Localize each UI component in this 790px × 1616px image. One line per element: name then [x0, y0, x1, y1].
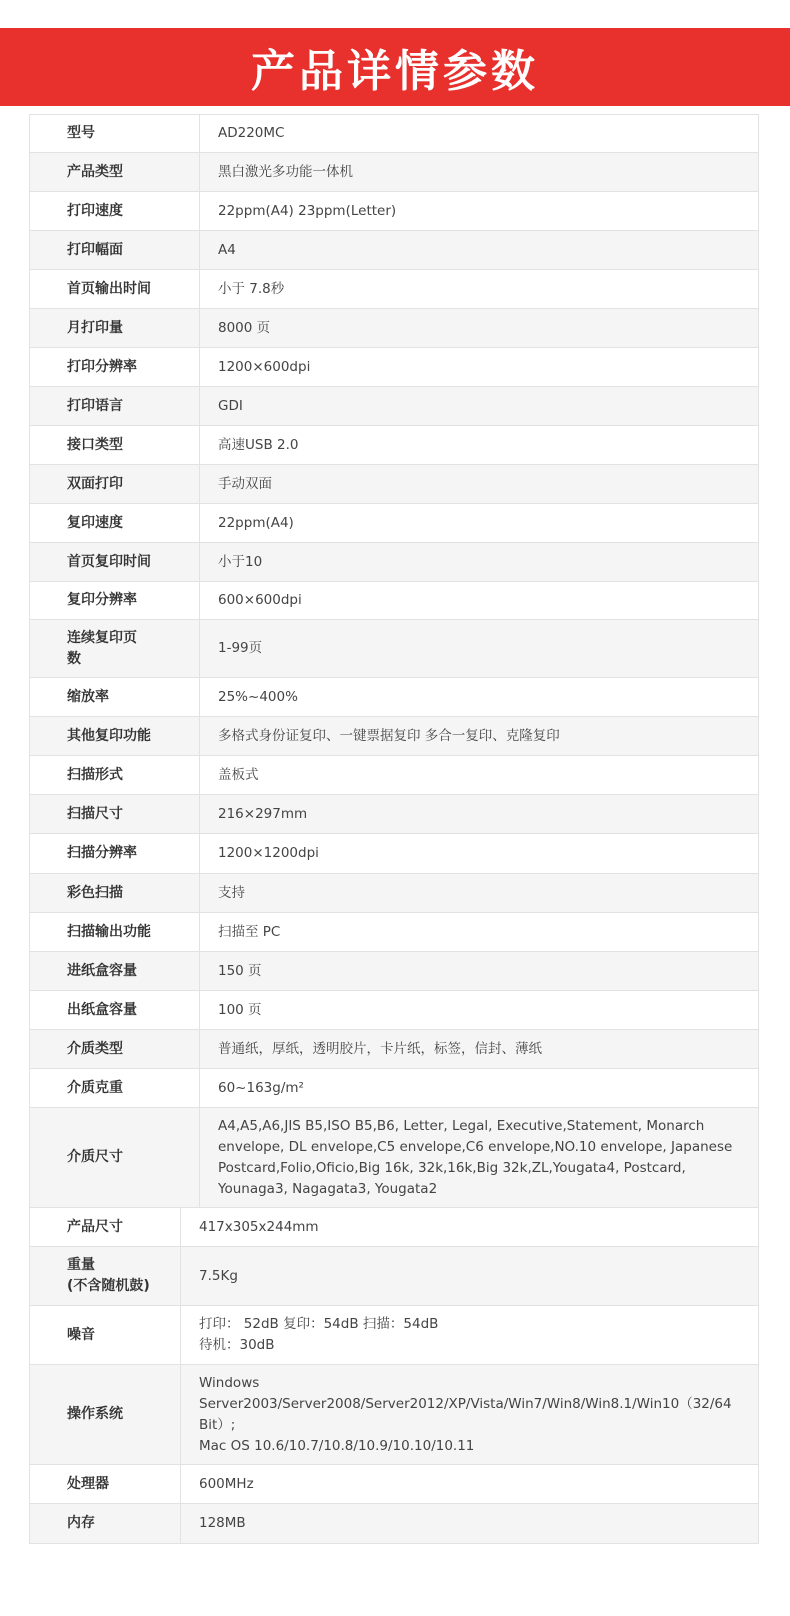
spec-label [30, 153, 200, 191]
spec-label-text: 打印分辨率 [67, 358, 137, 375]
spec-label-text: 介质尺寸 [67, 1149, 123, 1165]
spec-row [30, 1504, 758, 1543]
spec-label [30, 1030, 200, 1068]
spec-label-text: 产品类型 [67, 163, 123, 180]
spec-label-text: 打印幅面 [67, 241, 123, 258]
spec-row [30, 991, 758, 1030]
spec-row [30, 115, 758, 153]
spec-value [181, 1365, 758, 1464]
spec-value [200, 678, 758, 716]
spec-label [30, 582, 200, 619]
spec-label [30, 874, 200, 912]
spec-value-text: 7.5Kg [199, 1267, 238, 1284]
spec-label-text: 重量 (不含随机鼓) [67, 1257, 150, 1294]
spec-label-text: 彩色扫描 [67, 884, 123, 901]
spec-value-text: 22ppm(A4) 23ppm(Letter) [218, 202, 397, 219]
spec-label-text: 操作系统 [67, 1406, 123, 1422]
spec-label [30, 1108, 200, 1207]
spec-label [30, 678, 200, 716]
spec-row [30, 913, 758, 952]
spec-label [30, 1365, 181, 1464]
spec-label-text: 打印语言 [67, 397, 123, 414]
spec-value-text: 小于 7.8秒 [218, 280, 285, 297]
spec-value-text: 100 页 [218, 1001, 262, 1018]
spec-label-text: 出纸盒容量 [67, 1001, 137, 1018]
spec-row [30, 465, 758, 504]
spec-value [200, 309, 758, 347]
spec-value [200, 1030, 758, 1068]
spec-value-text: 支持 [218, 884, 245, 901]
spec-value [181, 1306, 758, 1364]
spec-label [30, 192, 200, 230]
spec-value [200, 465, 758, 503]
spec-label [30, 504, 200, 542]
spec-value-text: 普通纸，厚纸，透明胶片，卡片纸，标签，信封、薄纸 [218, 1040, 542, 1057]
spec-row [30, 1465, 758, 1504]
spec-value-text: 22ppm(A4) [218, 514, 294, 531]
spec-value [200, 231, 758, 269]
spec-value-text: 1200×600dpi [218, 358, 311, 375]
spec-label-text: 噪音 [67, 1326, 95, 1343]
spec-label-text: 型号 [67, 125, 95, 141]
spec-label [30, 115, 200, 152]
spec-value [200, 756, 758, 794]
spec-label-text: 介质类型 [67, 1040, 123, 1057]
spec-value [200, 874, 758, 912]
spec-label-text: 处理器 [67, 1475, 109, 1492]
spec-label [30, 1465, 181, 1503]
spec-table [29, 114, 759, 1544]
spec-row [30, 620, 758, 678]
spec-label-text: 扫描尺寸 [67, 805, 123, 822]
spec-value-text: 150 页 [218, 962, 262, 979]
spec-label [30, 426, 200, 464]
spec-label-text: 打印速度 [67, 202, 123, 219]
spec-label-text: 接口类型 [67, 436, 123, 453]
spec-value [200, 620, 758, 677]
spec-value [200, 387, 758, 425]
spec-value-text: 打印： 52dB 复印：54dB 扫描：54dB 待机：30dB [199, 1316, 439, 1353]
spec-row [30, 834, 758, 874]
spec-label [30, 834, 200, 873]
spec-label [30, 465, 200, 503]
spec-value [200, 543, 758, 581]
spec-value-text: 多格式身份证复印、一键票据复印 多合一复印、克隆复印 [218, 727, 560, 744]
spec-label [30, 620, 200, 677]
spec-label [30, 1208, 181, 1246]
page-title: 产品详情参数 [251, 46, 539, 97]
spec-row [30, 678, 758, 717]
spec-row [30, 1069, 758, 1108]
spec-value [181, 1247, 758, 1305]
spec-value-text: 1200×1200dpi [218, 845, 319, 861]
spec-value [200, 582, 758, 619]
spec-value [200, 504, 758, 542]
spec-label-text: 缩放率 [67, 688, 109, 705]
spec-value-text: Windows Server2003/Server2008/Server2012/XP/Vista/Win7/Win8/Win8.1/Win10（32/64 Bit）; Mac OS 10.6/10.7/10.8/10.9/10.10/10.11 [199, 1374, 732, 1454]
spec-label [30, 270, 200, 308]
spec-label [30, 756, 200, 794]
spec-label [30, 1069, 200, 1107]
spec-value [200, 1069, 758, 1107]
spec-row [30, 387, 758, 426]
spec-row [30, 756, 758, 795]
spec-row [30, 1108, 758, 1208]
spec-row [30, 1030, 758, 1069]
spec-label-text: 首页复印时间 [67, 553, 151, 570]
spec-value-text: 600MHz [199, 1475, 254, 1492]
spec-value [200, 348, 758, 386]
spec-row [30, 582, 758, 620]
spec-label-text: 复印速度 [67, 514, 123, 531]
spec-row [30, 1208, 758, 1247]
spec-label [30, 348, 200, 386]
spec-value-text: 60~163g/m² [218, 1079, 304, 1096]
spec-row [30, 874, 758, 913]
spec-row [30, 952, 758, 991]
spec-row [30, 192, 758, 231]
spec-row [30, 717, 758, 756]
spec-label [30, 231, 200, 269]
spec-label-text: 产品尺寸 [67, 1218, 123, 1235]
spec-label-text: 内存 [67, 1515, 95, 1531]
spec-row [30, 1365, 758, 1465]
spec-value [181, 1465, 758, 1503]
spec-label-text: 双面打印 [67, 475, 123, 492]
spec-label-text: 连续复印页 数 [67, 629, 137, 667]
spec-value-text: 小于10 [218, 553, 263, 570]
spec-label [30, 913, 200, 951]
spec-value-text: 手动双面 [218, 475, 272, 492]
spec-value-text: 600×600dpi [218, 592, 302, 608]
spec-row [30, 1247, 758, 1306]
spec-value-text: 216×297mm [218, 805, 308, 822]
spec-row [30, 270, 758, 309]
spec-value [200, 834, 758, 873]
spec-value-text: 高速USB 2.0 [218, 436, 299, 453]
spec-value-text: 8000 页 [218, 319, 271, 336]
spec-value-text: AD220MC [218, 125, 285, 141]
spec-row [30, 426, 758, 465]
spec-label [30, 1306, 181, 1364]
spec-label [30, 387, 200, 425]
spec-label-text: 其他复印功能 [67, 727, 151, 744]
spec-label-text: 扫描输出功能 [67, 923, 151, 940]
spec-label-text: 复印分辨率 [67, 592, 137, 608]
spec-value [181, 1504, 758, 1543]
spec-row [30, 504, 758, 543]
spec-value-text: 417x305x244mm [199, 1218, 319, 1235]
spec-value [200, 717, 758, 755]
spec-value [200, 1108, 758, 1207]
spec-label [30, 1504, 181, 1543]
spec-value-text: A4,A5,A6,JIS B5,ISO B5,B6, Letter, Legal, Executive,Statement, Monarch envelope, DL envelope,C5 envelope,C6 envelope,NO.10 envelope, Japanese Postcard,Folio,Oficio,Big 16k, 32k,16k,Big 32k,ZL,Yougata4, Postcard, Younaga3, Nagagata3, Yougata2 [218, 1117, 733, 1197]
spec-value [181, 1208, 758, 1246]
spec-value [200, 795, 758, 833]
spec-value [200, 153, 758, 191]
spec-label-text: 月打印量 [67, 319, 123, 336]
spec-value-text: 盖板式 [218, 766, 259, 783]
spec-value-text: 128MB [199, 1515, 246, 1531]
spec-value-text: A4 [218, 241, 236, 258]
spec-label [30, 543, 200, 581]
spec-label-text: 首页输出时间 [67, 280, 151, 297]
spec-label-text: 扫描分辨率 [67, 845, 137, 861]
spec-row [30, 795, 758, 834]
spec-value [200, 952, 758, 990]
spec-row [30, 231, 758, 270]
spec-row [30, 348, 758, 387]
spec-label-text: 介质克重 [67, 1079, 123, 1096]
spec-row [30, 1306, 758, 1365]
spec-value-text: 1-99页 [218, 640, 263, 656]
spec-value [200, 270, 758, 308]
spec-value [200, 192, 758, 230]
spec-label-text: 扫描形式 [67, 766, 123, 783]
spec-label [30, 717, 200, 755]
spec-value [200, 913, 758, 951]
spec-value-text: GDI [218, 397, 243, 414]
spec-row [30, 543, 758, 582]
spec-value-text: 扫描至 PC [218, 923, 281, 940]
spec-label [30, 795, 200, 833]
spec-value-text: 25%~400% [218, 688, 298, 705]
spec-row [30, 153, 758, 192]
spec-value [200, 426, 758, 464]
spec-value-text: 黑白激光多功能一体机 [218, 163, 353, 180]
spec-label [30, 952, 200, 990]
spec-value [200, 115, 758, 152]
header-banner [0, 28, 790, 106]
spec-label-text: 进纸盒容量 [67, 962, 137, 979]
spec-label [30, 1247, 181, 1305]
spec-label [30, 309, 200, 347]
spec-label [30, 991, 200, 1029]
spec-value [200, 991, 758, 1029]
spec-row [30, 309, 758, 348]
